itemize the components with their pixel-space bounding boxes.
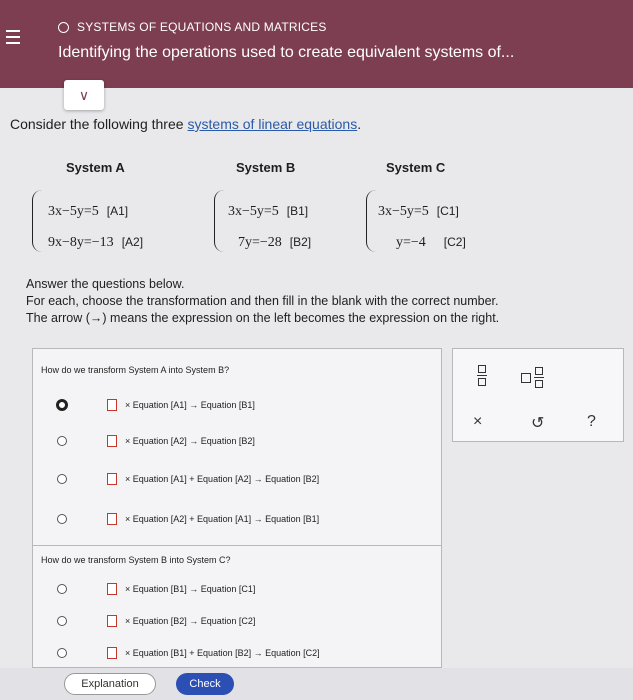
system-b-brace [214, 190, 224, 252]
question-1-text: How do we transform System A into System B? [41, 365, 230, 375]
answer-blank-b2-c2[interactable] [107, 615, 117, 627]
equation-c1: 3x−5y=5 [378, 204, 429, 219]
expand-button[interactable] [64, 80, 104, 110]
option-b2-c2[interactable] [33, 615, 441, 627]
option-a2-b2-label: × Equation [A2] → Equation [B2] [125, 436, 255, 446]
systems-link[interactable]: systems of linear equations [187, 116, 358, 132]
equation-a2: 9x−8y=−13 [48, 235, 114, 250]
option-b1-plus-b2-c2[interactable] [33, 647, 441, 659]
tag-a1: [A1] [106, 204, 129, 218]
option-b2-c2-label: × Equation [B2] → Equation [C2] [125, 616, 256, 626]
answer-blank-a2-b2[interactable] [107, 435, 117, 447]
radio-b1-c1[interactable] [57, 584, 67, 594]
answer-panel [32, 348, 442, 668]
instructions-line-2: For each, choose the transformation and then fill in the blank with the correct number. [26, 294, 499, 308]
instructions [26, 276, 626, 327]
answer-blank-b1-c1[interactable] [107, 583, 117, 595]
check-button[interactable]: Check [176, 673, 234, 695]
radio-b2-c2[interactable] [57, 616, 67, 626]
menu-icon[interactable] [6, 30, 20, 44]
question-2-text: How do we transform System B into System C? [41, 555, 231, 565]
help-icon[interactable]: ? [587, 413, 596, 430]
answer-blank-b1-plus-b2-c2[interactable] [107, 647, 117, 659]
radio-a2-plus-a1-b1[interactable] [57, 514, 67, 524]
option-a1-plus-a2-b2[interactable] [33, 473, 441, 485]
system-a [48, 196, 143, 258]
topic-text: SYSTEMS OF EQUATIONS AND MATRICES [77, 20, 327, 34]
topic-label [58, 20, 327, 34]
radio-a1-plus-a2-b2[interactable] [57, 474, 67, 484]
tag-c2: [C2] [443, 235, 466, 249]
header-bar [0, 0, 633, 88]
option-b1-plus-b2-c2-label: × Equation [B1] + Equation [B2] → Equation [C2] [125, 648, 320, 658]
lesson-title: Identifying the operations used to create equivalent systems of... [58, 44, 515, 61]
radio-a2-b2[interactable] [57, 436, 67, 446]
option-b1-c1-label: × Equation [B1] → Equation [C1] [125, 584, 256, 594]
system-c-brace [366, 190, 376, 252]
prompt-text: Consider the following three systems of linear equations. [10, 116, 362, 132]
option-a1-b1[interactable] [33, 399, 441, 411]
radio-a1-b1[interactable] [56, 399, 68, 411]
option-a1-b1-label: × Equation [A1] → Equation [B1] [125, 400, 255, 410]
instructions-line-3: The arrow (→) means the expression on the left becomes the expression on the right. [26, 311, 500, 325]
clear-icon[interactable]: × [473, 413, 483, 430]
tag-c1: [C1] [436, 204, 459, 218]
equation-b1: 3x−5y=5 [228, 204, 279, 219]
tag-b1: [B1] [286, 204, 309, 218]
equation-a1: 3x−5y=5 [48, 204, 99, 219]
tag-b2: [B2] [289, 235, 312, 249]
system-c-heading: System C [386, 160, 446, 175]
system-b [228, 196, 311, 258]
chevron-down-icon: ∨ [78, 86, 90, 103]
system-a-heading: System A [66, 160, 125, 175]
equation-b2: 7y=−28 [238, 235, 282, 250]
option-a1-plus-a2-b2-label: × Equation [A1] + Equation [A2] → Equation [B2] [125, 474, 320, 484]
system-c [378, 196, 466, 258]
instructions-line-1: Answer the questions below. [26, 277, 185, 291]
option-a2-plus-a1-b1[interactable] [33, 513, 441, 525]
topic-circle-icon [58, 22, 69, 33]
answer-blank-a1-b1[interactable] [107, 399, 117, 411]
radio-b1-plus-b2-c2[interactable] [57, 648, 67, 658]
question-divider [33, 545, 441, 546]
option-b1-c1[interactable] [33, 583, 441, 595]
option-a2-b2[interactable] [33, 435, 441, 447]
undo-icon[interactable]: ↺ [531, 415, 545, 432]
system-b-heading: System B [236, 160, 296, 175]
answer-blank-a2-plus-a1-b1[interactable] [107, 513, 117, 525]
explanation-button[interactable]: Explanation [64, 673, 156, 695]
system-a-brace [32, 190, 42, 252]
equation-c2: y=−4 [396, 235, 426, 250]
mixed-number-icon[interactable] [521, 367, 544, 388]
fraction-icon[interactable] [477, 365, 487, 386]
math-tools-panel [452, 348, 624, 442]
tag-a2: [A2] [121, 235, 144, 249]
answer-blank-a1-plus-a2-b2[interactable] [107, 473, 117, 485]
option-a2-plus-a1-b1-label: × Equation [A2] + Equation [A1] → Equation [B1] [125, 514, 320, 524]
